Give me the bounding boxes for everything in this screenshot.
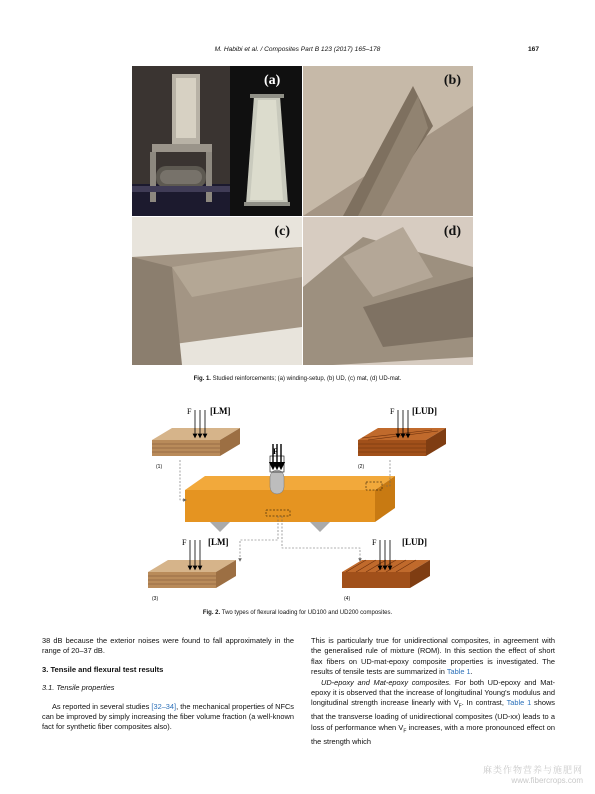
sample-2-tag: [LUD] (412, 406, 437, 416)
panel-label-d: (d) (443, 224, 461, 239)
left-paragraph-2-rest: , the mechanical properties of NFCs can be improved by simply increasing the fiber volume fraction (a well-known fact for synthetic fiber composites also). (42, 701, 294, 732)
right-paragraph-2-a: For both UD-epoxy and Mat-epoxy it is observed that the increase of longitudinal Young's modulus and longitudinal strength increase linearly with V (311, 677, 555, 708)
beam (185, 444, 395, 532)
photo-mat (132, 217, 302, 365)
sample-1-tag: [LM] (210, 406, 231, 416)
figure-2-diagram (140, 400, 460, 605)
sample-1-mat (152, 410, 240, 456)
photo-ud-mat (303, 217, 473, 365)
sample-4-tag: [LUD] (402, 537, 427, 547)
figure-1-caption-text: Studied reinforcements; (a) winding-setup, (b) UD, (c) mat, (d) UD-mat. (212, 376, 402, 382)
watermark-url: www.fibercrops.com (511, 776, 583, 785)
photo-winding-setup (132, 66, 230, 216)
right-paragraph-2-heading: UD-epoxy and Mat-epoxy composites. (321, 677, 452, 687)
left-paragraph-2 (42, 702, 294, 733)
right-paragraph-2 (311, 678, 555, 747)
photo-wound-fibers (230, 66, 302, 216)
watermark-cn: 麻类作物营养与施肥网 (482, 765, 583, 775)
force-label-4: F (372, 538, 377, 547)
sample-2-ud (358, 410, 446, 456)
right-paragraph-2-b: . In contrast, (461, 698, 507, 708)
reference-link-32-34[interactable]: [32–34] (151, 701, 177, 711)
sample-1-num: (1) (156, 464, 163, 470)
subsection-heading: 3.1. Tensile properties (42, 683, 115, 693)
figure-1-caption-label: Fig. 1. (193, 376, 211, 382)
figure-2-caption-label: Fig. 2. (202, 610, 221, 616)
left-paragraph-2-start: As reported in several studies (52, 701, 152, 711)
figure-2-caption-text: Two types of flexural loading for UD100 and UD200 composites. (221, 610, 393, 616)
panel-label-b: (b) (443, 73, 461, 88)
subscript-f-2: F (403, 728, 407, 735)
force-label-1: F (187, 407, 192, 416)
sample-4-num: (4) (344, 596, 351, 602)
sample-3-num: (3) (152, 596, 159, 602)
sample-3-mat (148, 540, 236, 588)
figure-2-caption (0, 610, 595, 616)
running-head: M. Habibi et al. / Composites Part B 123 (2017) 165–178 (214, 46, 381, 53)
right-paragraph-1-a: This is particularly true for unidirectional composites, in agreement with the generalised rule of mixture (ROM). In this section the effect of short flax fibers on UD-mat-epoxy composite properties is investigated. The results of tensile tests are summarized in (311, 636, 555, 677)
right-paragraph-2-c: shows that the transverse loading of unidirectional composites (UD-xx) leads to a loss of performance when V (311, 698, 555, 732)
sample-3-tag: [LM] (208, 537, 229, 547)
force-label-3: F (182, 538, 187, 547)
subscript-f-1: F (458, 703, 462, 710)
right-paragraph-1 (311, 636, 555, 678)
table-1-link-2[interactable]: Table 1 (506, 698, 532, 708)
sample-2-num: (2) (358, 464, 365, 470)
sample-4-ud (342, 540, 430, 588)
left-column (42, 636, 294, 733)
section-heading: 3. Tensile and flexural test results (42, 664, 164, 674)
left-paragraph-1: 38 dB because the exterior noises were found to fall approximately in the range of 20–37 dB. (42, 636, 294, 656)
right-paragraph-2-d: increases, with a more pronounced effect on the strength which (311, 722, 555, 746)
panel-label-a: (a) (264, 73, 281, 88)
page-number: 167 (527, 46, 539, 53)
photo-ud (303, 66, 473, 216)
right-column (311, 636, 555, 747)
force-label-2: F (390, 407, 395, 416)
table-1-link[interactable]: Table 1 (446, 667, 471, 677)
figure-1-caption (0, 376, 595, 382)
panel-label-c: (c) (274, 224, 290, 239)
right-paragraph-1-b: . (470, 667, 473, 677)
force-label-center: F (273, 447, 278, 456)
